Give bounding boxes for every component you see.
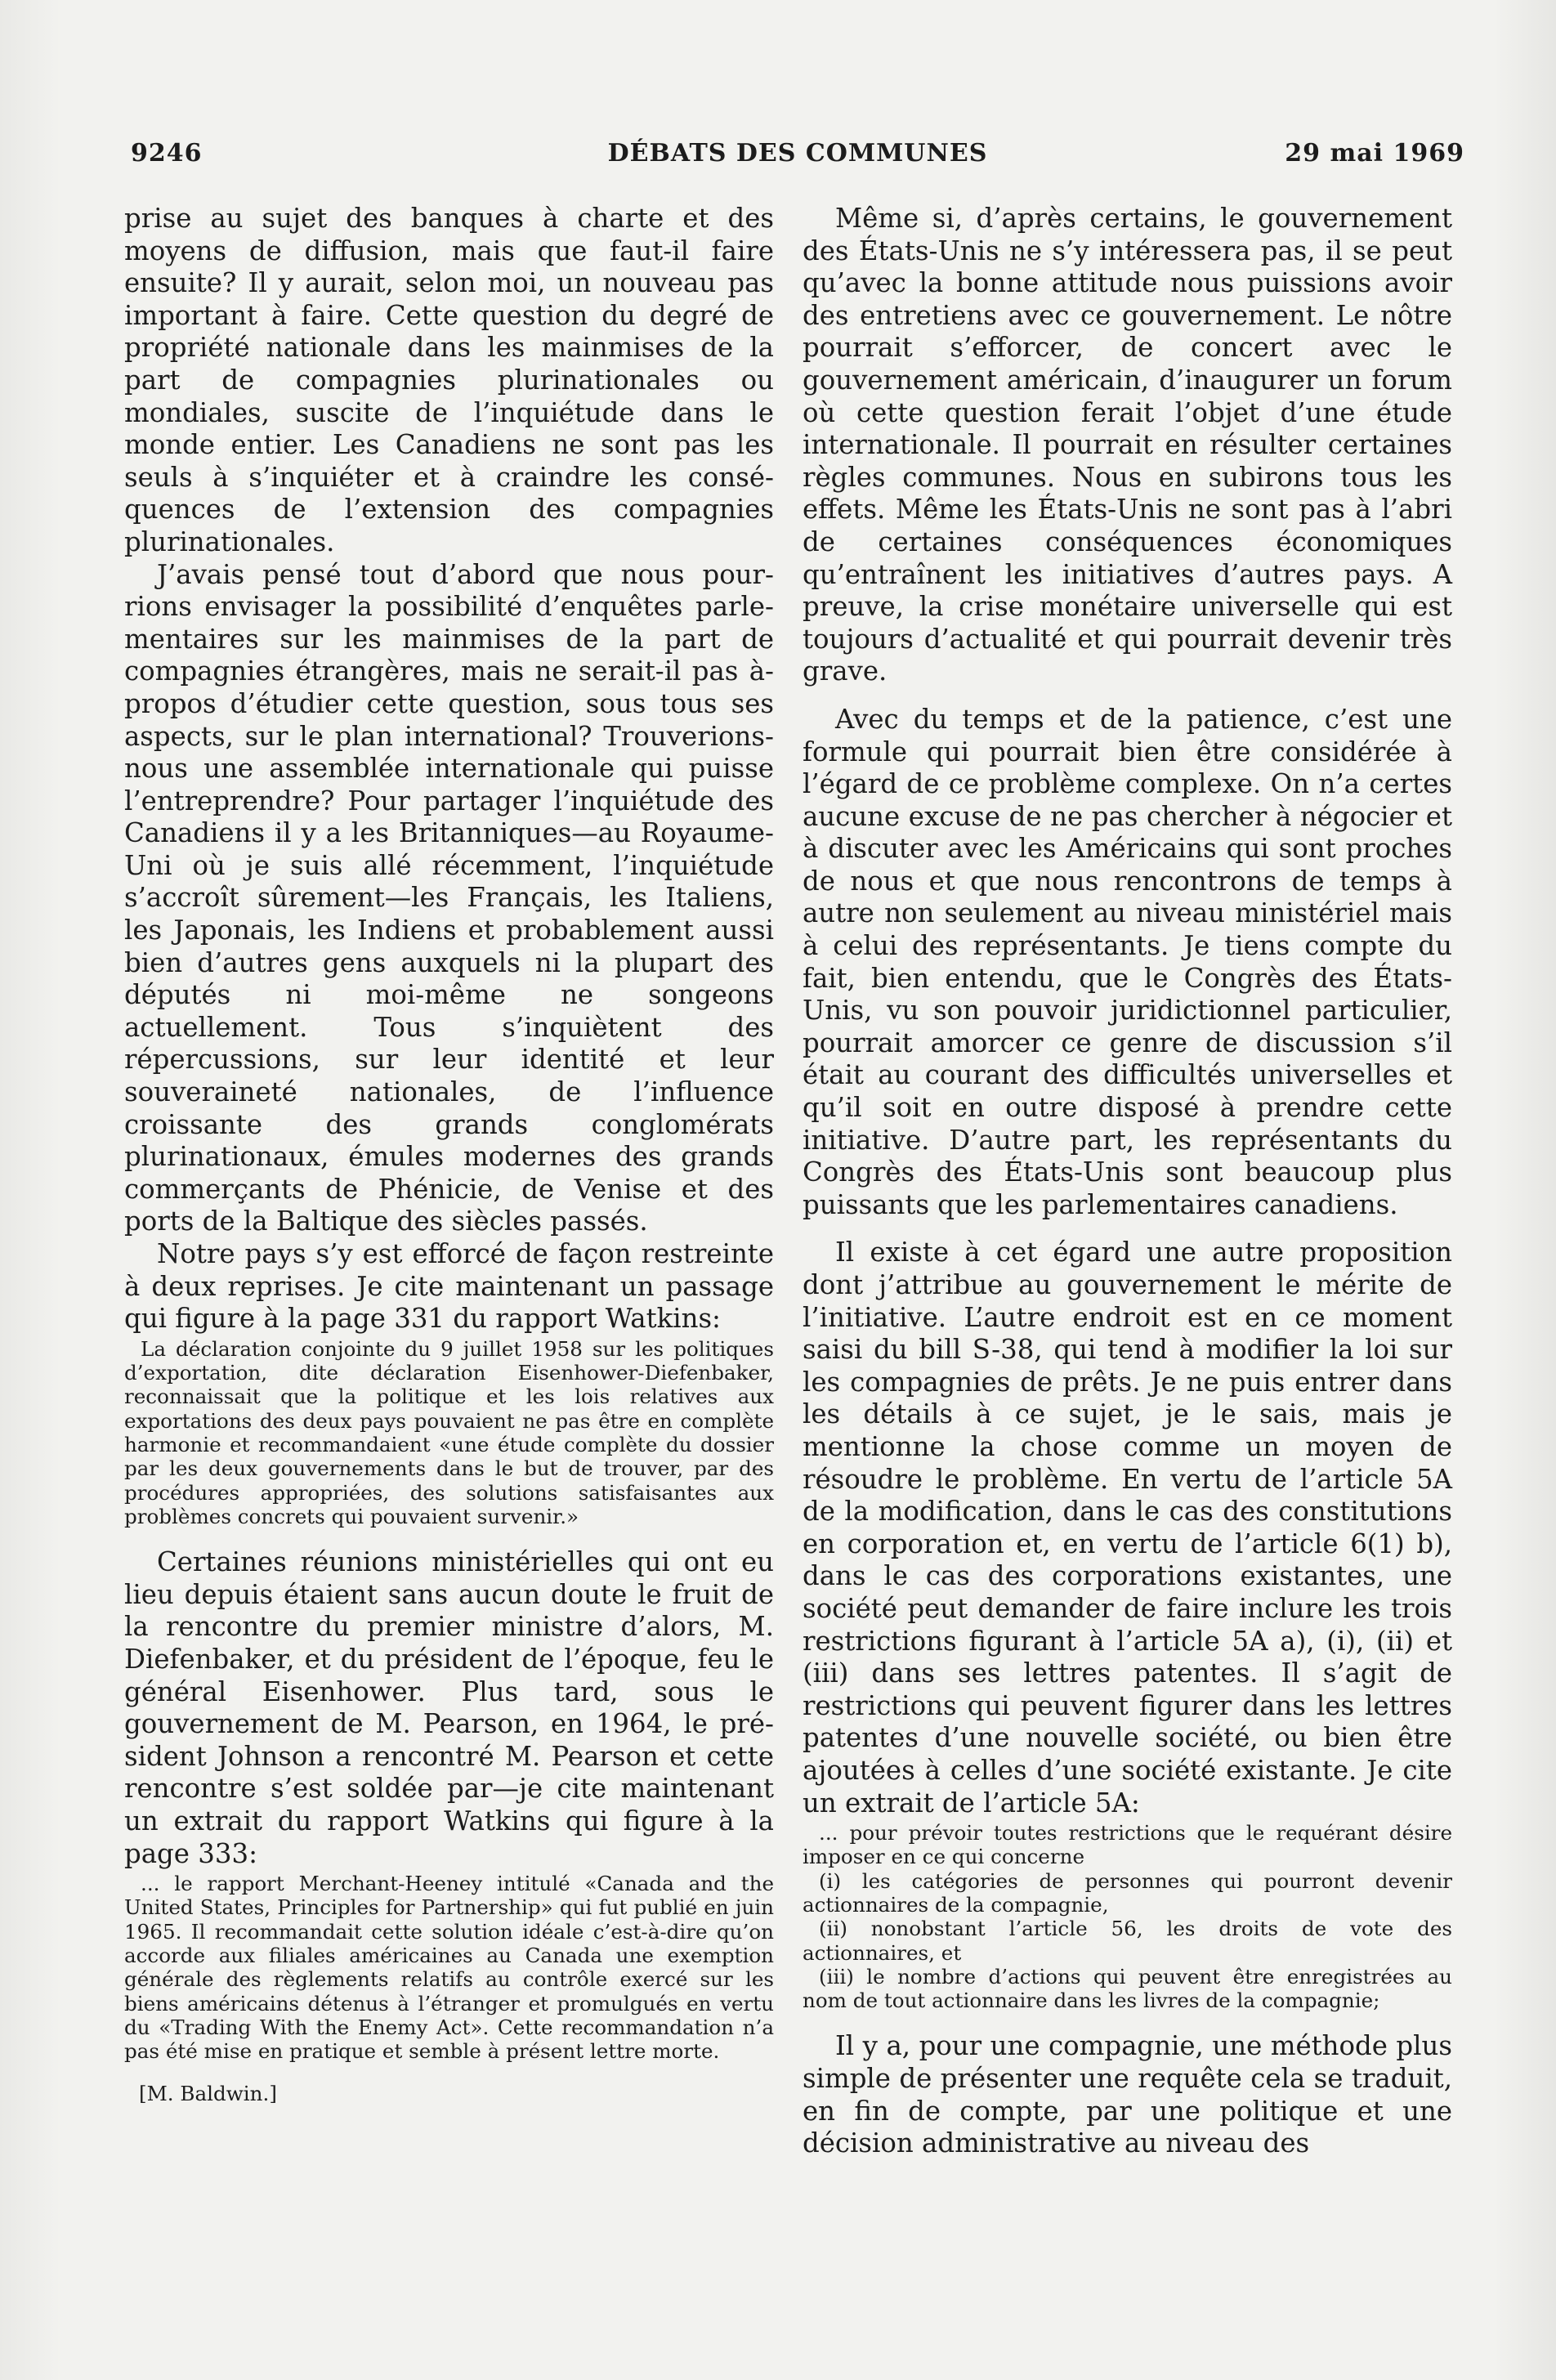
speaker-attribution: [M. Baldwin.] [139,2082,277,2106]
block-quote [803,1821,1452,2012]
paragraph: prise au sujet des banques à charte et des moyens de diffusion, mais que faut-il faire ensuite? Il y aurait, selon moi, un nouveau pas important à faire. Cette question du degré de propriété nationale dans les mainmises de la part de compagnies plurinationales ou mondiales, suscite de l’inquiétude dans le monde entier. Les Canadiens ne sont pas les seuls à s’inquiéter et à craindre les conséquences de l’extension des compagnies plurinationales. [124,203,774,557]
paragraph: Même si, d’après certains, le gouvernement des États-Unis ne s’y intéressera pas, il se peut qu’avec la bonne attitude nous puissions avoir des entretiens avec ce gouvernement. Le nôtre pourrait s’efforcer, de concert avec le gouvernement américain, d’inaugurer un forum où cette question ferait l’objet d’une étude internationale. Il pourrait en résulter certaines règles communes. Nous en subirons tous les effets. Même les États-Unis ne sont pas à l’abri de certaines conséquences économiques qu’entraînent les initiatives d’autres pays. A preuve, la crise monétaire universelle qui est toujours d’actualité et qui pourrait devenir très grave. [803,203,1452,687]
right-column [803,203,1452,2160]
quote-item: (iii) le nombre d’actions qui peuvent être enregistrées au nom de tout actionnaire dans les livres de la compagnie; [803,1964,1452,2013]
page-date: 29 mai 1969 [1285,139,1464,168]
quote-intro: ... pour prévoir toutes restrictions que le requérant désire imposer en ce qui concerne [803,1821,1452,1869]
left-column [124,203,774,2107]
block-quote [124,1872,774,2063]
paragraph: Certaines réunions ministérielles qui ont eu lieu depuis étaient sans aucun doute le fruit de la rencontre du premier ministre d’alors, M. Diefenbaker, et du président de l’époque, feu le général Eisenhower. Plus tard, sous le gouvernement de M. Pearson, en 1964, le président Johnson a rencontré M. Pearson et cette rencontre s’est soldée par—je cite maintenant un extrait du rapport Watkins qui figure à la page 333: [124,1546,774,1869]
paragraph: Il existe à cet égard une autre proposition dont j’attribue au gouvernement le mérite de l’initiative. L’autre endroit est en ce moment saisi du bill S-38, qui tend à modifier la loi sur les compagnies de prêts. Je ne puis entrer dans les détails à ce sujet, je le sais, mais je mentionne la chose comme un moyen de résoudre le problème. En vertu de l’article 5A de la modification, dans le cas des constitutions en corporation et, en vertu de l’article 6(1) b), dans le cas des corporations existantes, une société peut demander de faire inclure les trois restrictions figurant à l’article 5A a), (i), (ii) et (iii) dans ses lettres patentes. Il s’agit de restrictions qui peuvent figurer dans les lettres patentes d’une nouvelle société, ou bien être ajoutées à celles d’une société existante. Je cite un extrait de l’article 5A: [803,1237,1452,1819]
page-header [131,139,1464,178]
quote-item: (i) les catégories de personnes qui pourront devenir actionnaires de la compagnie, [803,1868,1452,1917]
quote-item: (ii) nonobstant l’article 56, les droits de vote des actionnaires, et [803,1917,1452,1965]
quote-text: ... le rapport Merchant-Heeney intitulé «Canada and the United States, Principles for Partnership» qui fut publié en juin 1965. Il recommandait cette solution idéale c’est-à-dire qu’on accorde aux filiales américaines au Canada une exemption générale des règlements relatifs au contrôle exercé sur les biens américains détenus à l’étranger et promulgués en vertu du «Trading With the Enemy Act». Cette recommandation n’a pas été mise en pratique et semble à présent lettre morte. [124,1872,774,2064]
paragraph: Notre pays s’y est efforcé de façon restreinte à deux reprises. Je cite maintenant un passage qui figure à la page 331 du rapport Watkins: [124,1238,774,1335]
paragraph: J’avais pensé tout d’abord que nous pourrions envisager la possibilité d’enquêtes parlementaires sur les mainmises de la part de compagnies étrangères, mais ne serait-il pas à-propos d’étudier cette question, sous tous ses aspects, sur le plan international? Trouverions-nous une assemblée internationale qui puisse l’entreprendre? Pour partager l’inquiétude des Canadiens il y a les Britanniques—au Royaume-Uni où je suis allé récemment, l’inquiétude s’accroît sûrement—les Français, les Italiens, les Japonais, les Indiens et probablement aussi bien d’autres gens auxquels ni la plupart des députés ni moi-même ne songeons actuellement. Tous s’inquiètent des répercussions, sur leur identité et leur souveraineté nationales, de l’influence croissante des grands conglomérats plurinationaux, émules modernes des grands commerçants de Phénicie, de Venise et des ports de la Baltique des siècles passés. [124,558,774,1237]
quote-text: La déclaration conjointe du 9 juillet 1958 sur les politiques d’exportation, dite déclaration Eisenhower-Diefenbaker, reconnaissait que la politique et les lois relatives aux exportations des deux pays pouvaient ne pas être en complète harmonie et recommandaient «une étude complète du dossier par les deux gouvernements dans le but de trouver, par des procédures appropriées, des solutions satisfaisantes aux problèmes concrets qui pouvaient survenir.» [124,1336,774,1528]
paragraph: Il y a, pour une compagnie, une méthode plus simple de présenter une requête cela se traduit, en fin de compte, par une politique et une décision administrative au niveau des [803,2030,1452,2159]
page-number: 9246 [131,139,203,168]
block-quote [124,1337,774,1528]
page-title: DÉBATS DES COMMUNES [607,139,988,168]
paragraph: Avec du temps et de la patience, c’est une formule qui pourrait bien être considérée à l’égard de ce problème complexe. On n’a certes aucune excuse de ne pas chercher à négocier et à discuter avec les Américains qui sont proches de nous et que nous rencontrons de temps à autre non seulement au niveau ministériel mais à celui des représentants. Je tiens compte du fait, bien entendu, que le Congrès des États-Unis, vu son pouvoir juridictionnel particulier, pourrait amorcer ce genre de discussion s’il était au courant des difficultés universelles et qu’il soit en outre disposé à prendre cette initiative. D’autre part, les représentants du Congrès des États-Unis sont beaucoup plus puissants que les parlementaires canadiens. [803,703,1452,1220]
